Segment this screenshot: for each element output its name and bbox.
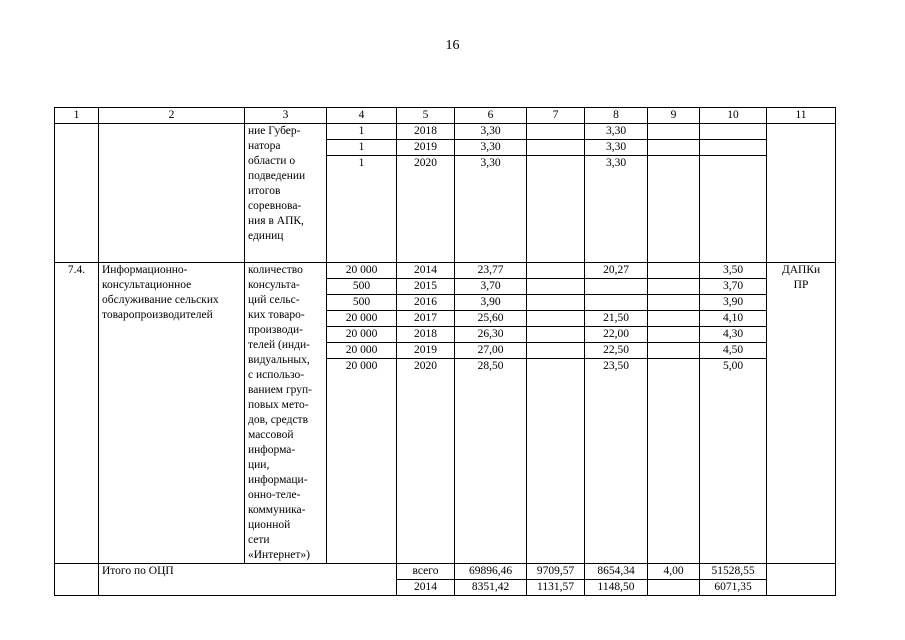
year-cell: 2014 xyxy=(397,580,455,596)
local-cell xyxy=(648,295,700,311)
total-cell: 3,30 xyxy=(455,124,527,140)
year-cell: 2017 xyxy=(397,311,455,327)
local-cell xyxy=(648,311,700,327)
regional-cell: 3,30 xyxy=(585,140,648,156)
federal-cell xyxy=(527,156,585,263)
other-cell: 3,90 xyxy=(700,295,767,311)
regional-cell xyxy=(585,279,648,295)
indicator-value: 500 xyxy=(327,279,397,295)
total-cell: 3,30 xyxy=(455,140,527,156)
local-cell xyxy=(648,343,700,359)
header-cell: 10 xyxy=(700,108,767,124)
indicator-value: 1 xyxy=(327,156,397,263)
federal-cell xyxy=(527,343,585,359)
federal-cell xyxy=(527,140,585,156)
year-cell: 2019 xyxy=(397,343,455,359)
table-row xyxy=(55,263,836,279)
total-cell: 27,00 xyxy=(455,343,527,359)
regional-cell: 21,50 xyxy=(585,311,648,327)
federal-cell xyxy=(527,359,585,564)
header-cell: 3 xyxy=(245,108,327,124)
executor-cell xyxy=(767,124,836,263)
other-cell xyxy=(700,124,767,140)
local-cell xyxy=(648,124,700,140)
header-cell: 7 xyxy=(527,108,585,124)
total-cell: 3,90 xyxy=(455,295,527,311)
year-cell: всего xyxy=(397,564,455,580)
total-cell: 25,60 xyxy=(455,311,527,327)
other-cell: 4,50 xyxy=(700,343,767,359)
indicator-value: 20 000 xyxy=(327,311,397,327)
total-cell: 26,30 xyxy=(455,327,527,343)
total-cell: 8351,42 xyxy=(455,580,527,596)
header-cell: 4 xyxy=(327,108,397,124)
total-cell: 28,50 xyxy=(455,359,527,564)
federal-cell xyxy=(527,327,585,343)
regional-cell: 20,27 xyxy=(585,263,648,279)
header-cell: 6 xyxy=(455,108,527,124)
other-cell: 5,00 xyxy=(700,359,767,564)
year-cell: 2014 xyxy=(397,263,455,279)
header-cell: 2 xyxy=(99,108,245,124)
local-cell xyxy=(648,263,700,279)
item-number-cell xyxy=(55,564,99,596)
other-cell: 3,70 xyxy=(700,279,767,295)
indicator-value: 20 000 xyxy=(327,343,397,359)
regional-cell: 23,50 xyxy=(585,359,648,564)
year-cell: 2020 xyxy=(397,359,455,564)
local-cell xyxy=(648,279,700,295)
item-number-cell xyxy=(55,124,99,263)
indicator-value: 20 000 xyxy=(327,263,397,279)
total-cell: 3,70 xyxy=(455,279,527,295)
federal-cell xyxy=(527,295,585,311)
local-cell xyxy=(648,359,700,564)
federal-cell xyxy=(527,279,585,295)
other-cell: 3,50 xyxy=(700,263,767,279)
page-number: 16 xyxy=(445,38,460,53)
federal-cell xyxy=(527,263,585,279)
indicator-value: 500 xyxy=(327,295,397,311)
regional-cell: 1148,50 xyxy=(585,580,648,596)
total-label-cell: Итого по ОЦП xyxy=(99,564,397,596)
regional-cell: 22,50 xyxy=(585,343,648,359)
local-cell xyxy=(648,140,700,156)
indicator-cell: ние Губер- натора области о подведении итогов соревнова- ния в АПК, единиц xyxy=(245,124,327,263)
local-cell xyxy=(648,156,700,263)
regional-cell: 22,00 xyxy=(585,327,648,343)
local-cell xyxy=(648,580,700,596)
other-cell xyxy=(700,140,767,156)
federal-cell xyxy=(527,311,585,327)
other-cell: 4,10 xyxy=(700,311,767,327)
year-cell: 2016 xyxy=(397,295,455,311)
table-row xyxy=(55,124,836,140)
header-cell: 5 xyxy=(397,108,455,124)
other-cell xyxy=(700,156,767,263)
local-cell: 4,00 xyxy=(648,564,700,580)
regional-cell: 3,30 xyxy=(585,156,648,263)
program-table xyxy=(54,107,836,596)
header-cell: 9 xyxy=(648,108,700,124)
indicator-value: 20 000 xyxy=(327,327,397,343)
total-cell: 69896,46 xyxy=(455,564,527,580)
year-cell: 2018 xyxy=(397,124,455,140)
total-row xyxy=(55,564,836,580)
federal-cell xyxy=(527,124,585,140)
item-number-cell: 7.4. xyxy=(55,263,99,564)
year-cell: 2019 xyxy=(397,140,455,156)
header-cell: 1 xyxy=(55,108,99,124)
executor-cell: ДАПКи ПР xyxy=(767,263,836,564)
other-cell: 51528,55 xyxy=(700,564,767,580)
indicator-cell: количество консульта- ций сельс- ких товаро- производи- телей (инди- видуальных, с использо- ванием груп- повых мето- дов, средств массовой информа- ции, информаци- онно-теле- коммуника- ционной сети «Интернет») xyxy=(245,263,327,564)
local-cell xyxy=(648,327,700,343)
year-cell: 2018 xyxy=(397,327,455,343)
federal-cell: 1131,57 xyxy=(527,580,585,596)
year-cell: 2015 xyxy=(397,279,455,295)
header-row xyxy=(55,108,836,124)
indicator-value: 20 000 xyxy=(327,359,397,564)
total-cell: 3,30 xyxy=(455,156,527,263)
item-name-cell: Информационно- консультационное обслуживание сельских товаропроизводителей xyxy=(99,263,245,564)
year-cell: 2020 xyxy=(397,156,455,263)
total-cell: 23,77 xyxy=(455,263,527,279)
other-cell: 4,30 xyxy=(700,327,767,343)
regional-cell: 3,30 xyxy=(585,124,648,140)
header-cell: 8 xyxy=(585,108,648,124)
regional-cell xyxy=(585,295,648,311)
regional-cell: 8654,34 xyxy=(585,564,648,580)
executor-cell xyxy=(767,564,836,596)
item-name-cell xyxy=(99,124,245,263)
indicator-value: 1 xyxy=(327,140,397,156)
indicator-value: 1 xyxy=(327,124,397,140)
other-cell: 6071,35 xyxy=(700,580,767,596)
federal-cell: 9709,57 xyxy=(527,564,585,580)
header-cell: 11 xyxy=(767,108,836,124)
